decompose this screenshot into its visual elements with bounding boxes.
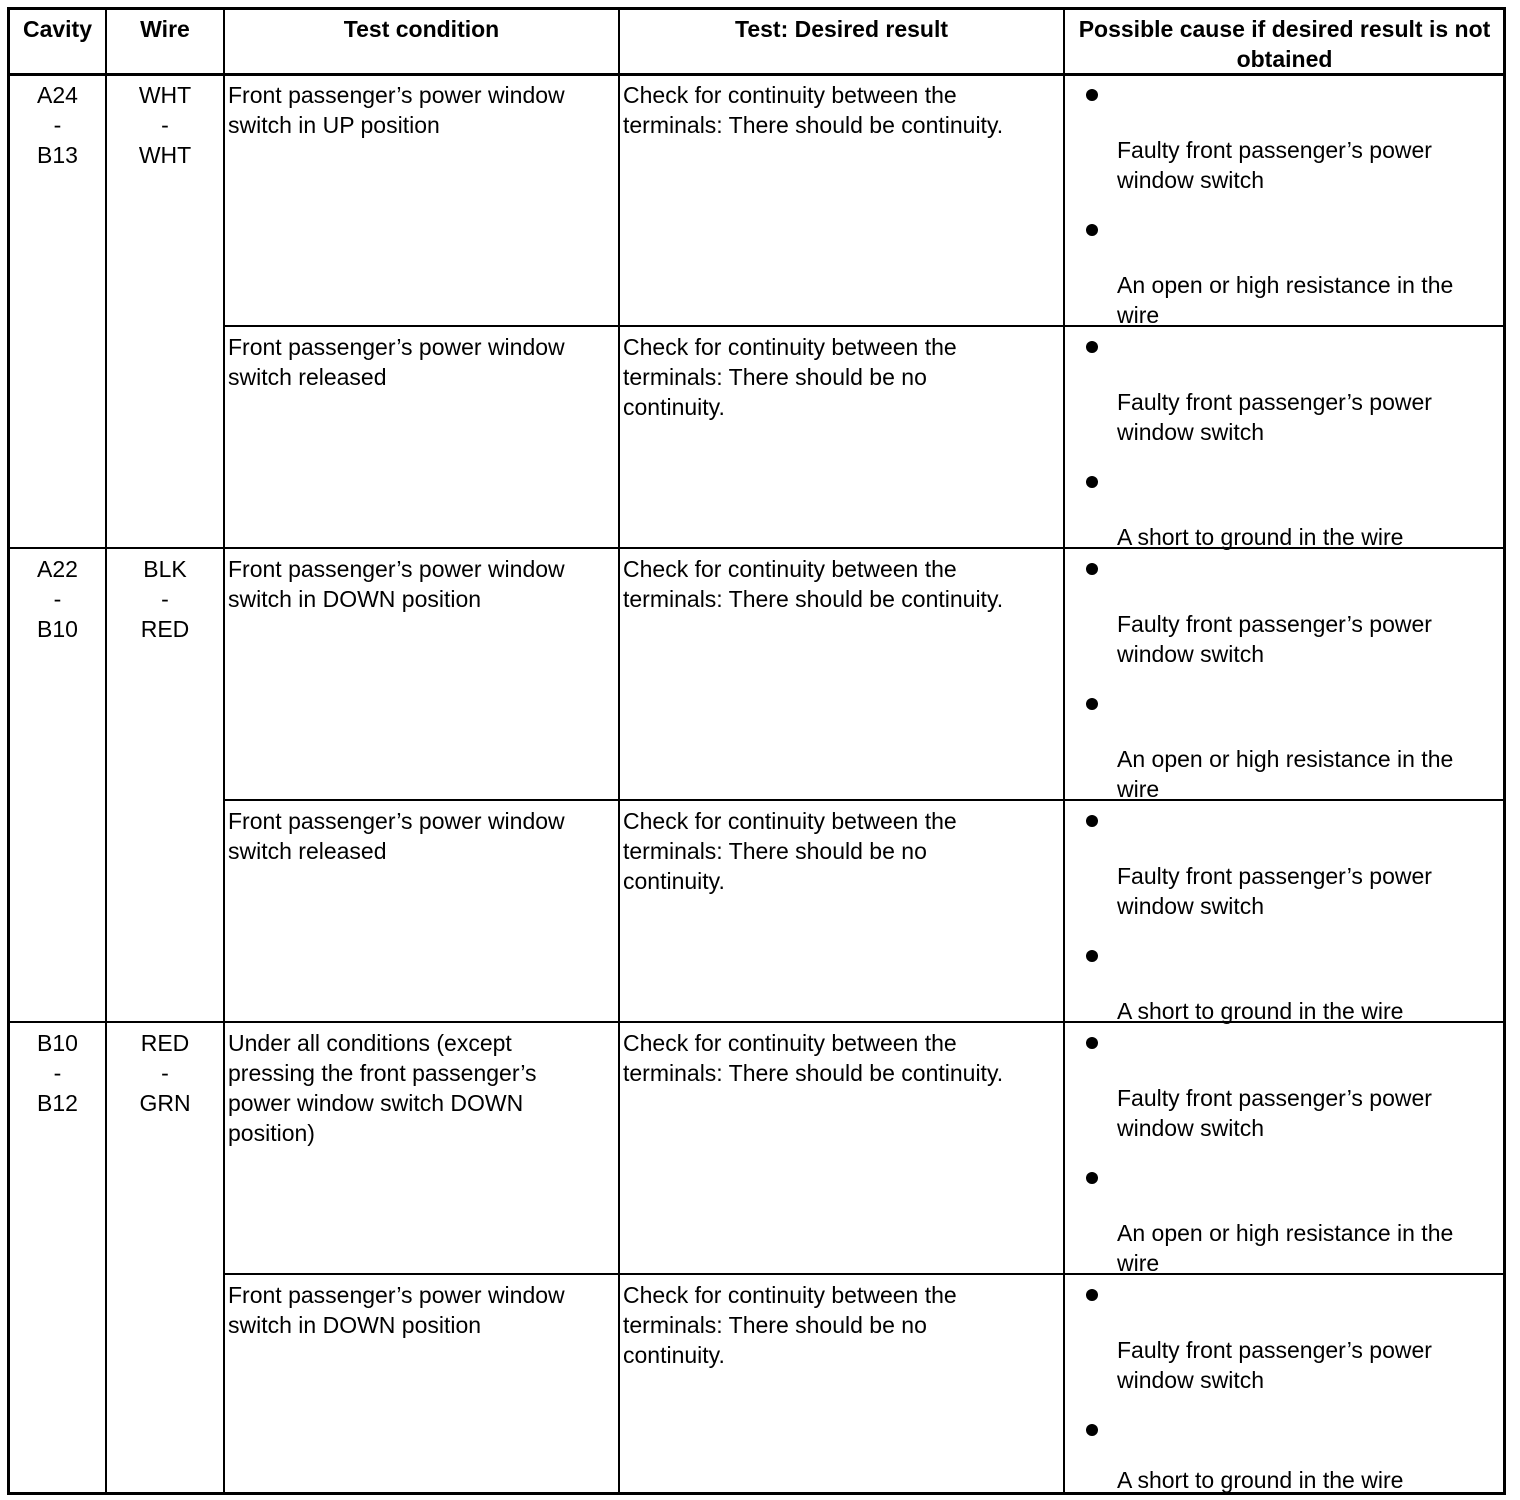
- desired-result: Check for continuity between the terminals: There should be no continuity.: [623, 334, 957, 420]
- bullet-icon: [1086, 563, 1098, 575]
- wire-cell: [107, 80, 223, 170]
- cavity-to: B12: [37, 1090, 78, 1116]
- possible-cause: A short to ground in the wire: [1117, 524, 1404, 550]
- desired-result: Check for continuity between the terminals: There should be continuity.: [623, 1030, 1004, 1086]
- wire-to: RED: [140, 616, 190, 642]
- header-desired-result: Test: Desired result: [734, 16, 949, 42]
- possible-cause: Faulty front passenger’s power window switch: [1117, 611, 1432, 667]
- wire-from: BLK: [143, 556, 187, 582]
- wire-cell: [107, 554, 223, 644]
- header-cavity: Cavity: [22, 16, 93, 42]
- wire-separator: -: [161, 586, 169, 612]
- bullet-icon: [1086, 89, 1098, 101]
- bullet-icon: [1086, 698, 1098, 710]
- desired-result: Check for continuity between the terminals: There should be continuity.: [623, 556, 1004, 612]
- possible-cause: Faulty front passenger’s power window switch: [1117, 389, 1432, 445]
- header-test-condition: Test condition: [343, 16, 500, 42]
- wire-separator: -: [161, 1060, 169, 1086]
- possible-cause: Faulty front passenger’s power window switch: [1117, 1085, 1432, 1141]
- cavity-from: A24: [37, 82, 78, 108]
- possible-cause: An open or high resistance in the wire: [1117, 272, 1454, 328]
- bullet-icon: [1086, 476, 1098, 488]
- cavity-separator: -: [53, 586, 62, 612]
- test-condition: Front passenger’s power window switch released: [228, 808, 565, 864]
- desired-result: Check for continuity between the terminals: There should be no continuity.: [623, 808, 957, 894]
- bullet-icon: [1086, 1289, 1098, 1301]
- bullet-icon: [1086, 950, 1098, 962]
- possible-cause: Faulty front passenger’s power window switch: [1117, 863, 1432, 919]
- possible-cause: A short to ground in the wire: [1117, 1467, 1404, 1493]
- cavity-to: B13: [37, 142, 78, 168]
- bullet-icon: [1086, 1172, 1098, 1184]
- possible-cause: Faulty front passenger’s power window switch: [1117, 1337, 1432, 1393]
- cavity-separator: -: [53, 1060, 62, 1086]
- col-divider: [105, 10, 107, 1492]
- test-condition: Front passenger’s power window switch released: [228, 334, 565, 390]
- cavity-cell: [10, 80, 105, 170]
- desired-result: Check for continuity between the terminals: There should be continuity.: [623, 82, 1004, 138]
- test-condition: Front passenger’s power window switch in DOWN position: [228, 556, 565, 612]
- cavity-cell: [10, 554, 105, 644]
- wire-from: WHT: [138, 82, 192, 108]
- cavity-cell: [10, 1028, 105, 1118]
- header-divider: [10, 73, 1503, 76]
- wire-from: RED: [140, 1030, 190, 1056]
- header-wire: Wire: [140, 16, 190, 42]
- col-divider: [618, 10, 620, 1492]
- possible-cause: Faulty front passenger’s power window switch: [1117, 137, 1432, 193]
- possible-cause: A short to ground in the wire: [1117, 998, 1404, 1024]
- test-condition: Under all conditions (except pressing the front passenger’s power window switch DOWN position): [228, 1030, 537, 1146]
- wire-to: GRN: [139, 1090, 191, 1116]
- col-divider: [223, 10, 225, 1492]
- header-possible-cause: Possible cause if desired result is not obtained: [1078, 16, 1491, 72]
- bullet-icon: [1086, 224, 1098, 236]
- cavity-from: B10: [37, 1030, 78, 1056]
- bullet-icon: [1086, 1037, 1098, 1049]
- wire-to: WHT: [138, 142, 192, 168]
- bullet-icon: [1086, 815, 1098, 827]
- possible-cause: An open or high resistance in the wire: [1117, 746, 1454, 802]
- bullet-icon: [1086, 1424, 1098, 1436]
- possible-cause: An open or high resistance in the wire: [1117, 1220, 1454, 1276]
- cavity-separator: -: [53, 112, 62, 138]
- test-condition: Front passenger’s power window switch in UP position: [228, 82, 565, 138]
- col-divider: [1063, 10, 1065, 1492]
- test-condition: Front passenger’s power window switch in DOWN position: [228, 1282, 565, 1338]
- desired-result: Check for continuity between the terminals: There should be no continuity.: [623, 1282, 957, 1368]
- wire-separator: -: [161, 112, 169, 138]
- continuity-test-table: [7, 7, 1506, 1495]
- cavity-to: B10: [37, 616, 78, 642]
- wire-cell: [107, 1028, 223, 1118]
- cavity-from: A22: [37, 556, 78, 582]
- bullet-icon: [1086, 341, 1098, 353]
